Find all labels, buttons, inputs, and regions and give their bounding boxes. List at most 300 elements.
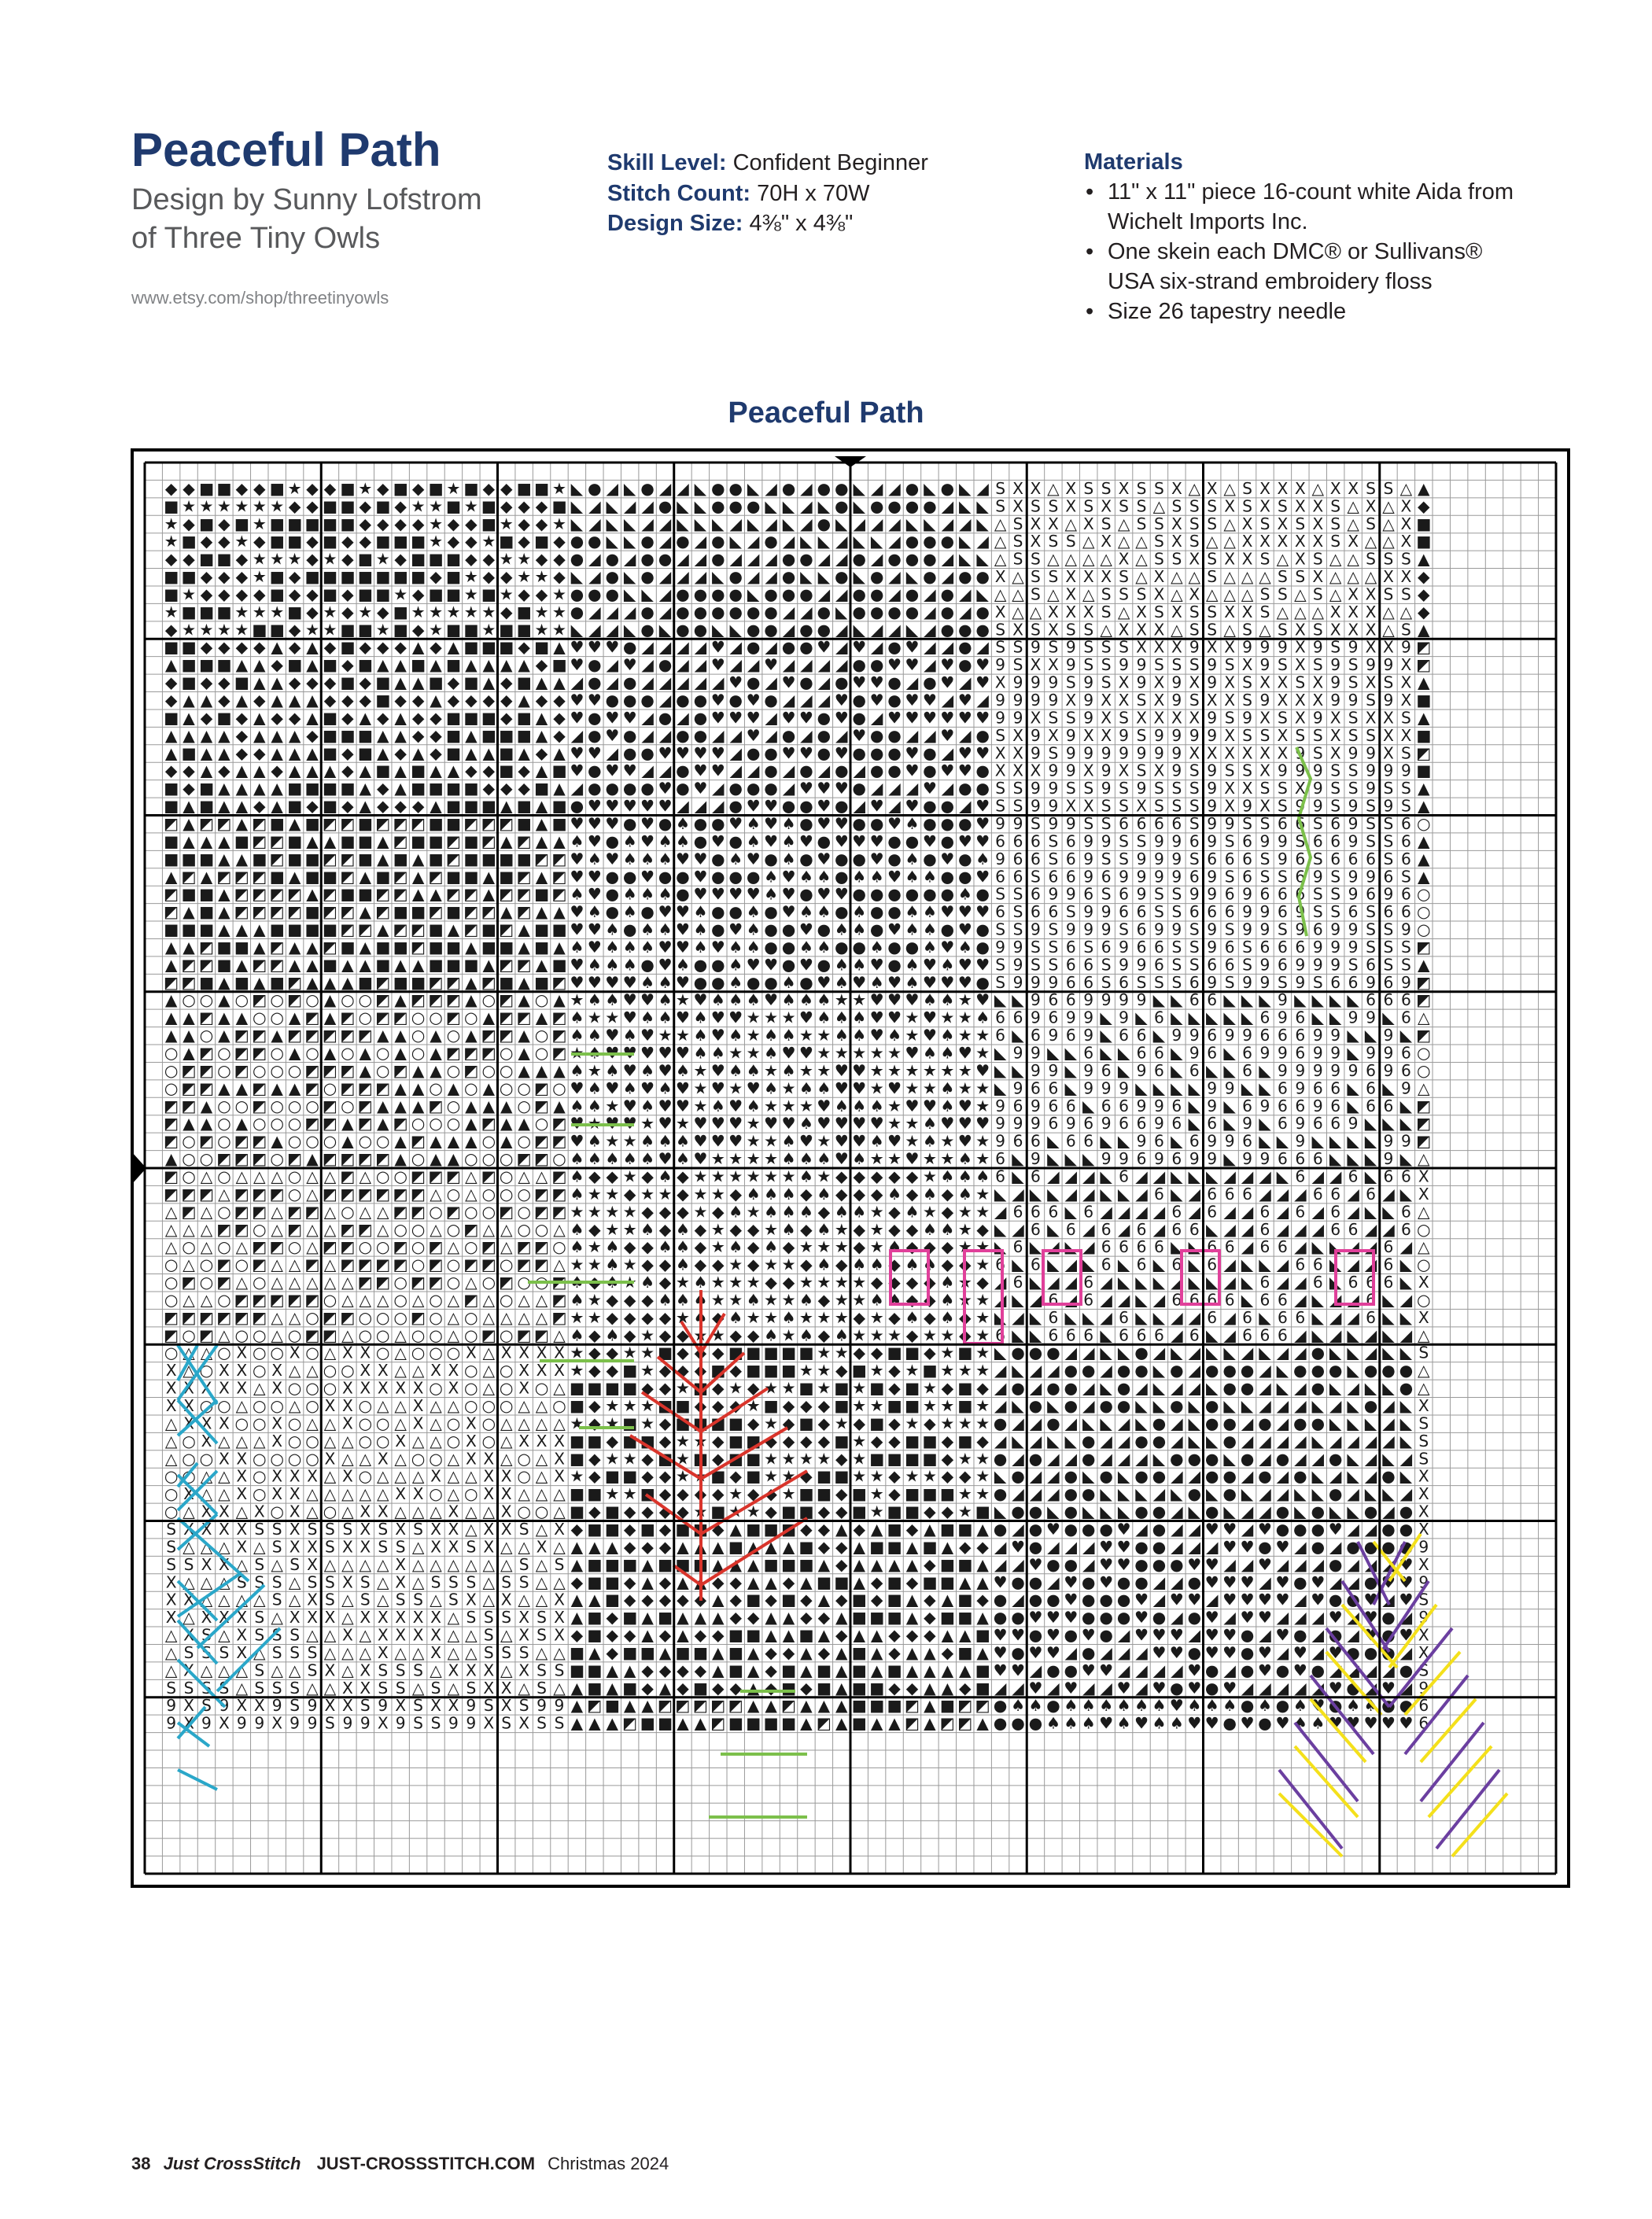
chart-cell-symbol: ▲ [942, 1679, 954, 1697]
chart-cell-symbol: ◆ [783, 1643, 795, 1662]
chart-cell-symbol: ● [941, 831, 955, 850]
chart-cell-symbol: ◢ [588, 620, 601, 639]
chart-cell-symbol: △ [536, 1290, 548, 1309]
chart-cell-symbol: ▲ [729, 1555, 742, 1574]
chart-cell-symbol: ◩ [411, 1273, 426, 1292]
chart-cell-symbol: 6 [1031, 850, 1041, 868]
chart-cell-symbol: ○ [464, 1308, 478, 1327]
chart-cell-symbol: ♠ [781, 1132, 795, 1151]
chart-cell-symbol: ♠ [764, 1185, 778, 1203]
chart-cell-symbol: ♠ [940, 1026, 954, 1045]
chart-cell-symbol: ♠ [817, 1255, 831, 1274]
chart-cell-symbol: ■ [446, 708, 461, 727]
chart-cell-symbol: △ [201, 1344, 213, 1362]
chart-cell-symbol: S [466, 1537, 476, 1556]
chart-cell-symbol: 9 [1119, 743, 1129, 762]
chart-cell-symbol: ♥ [1222, 1626, 1237, 1645]
chart-cell-symbol: △ [289, 1591, 301, 1609]
chart-cell-symbol: 9 [1137, 1132, 1147, 1151]
chart-cell-symbol: ▲ [959, 1572, 972, 1591]
chart-cell-symbol: ♠ [781, 831, 795, 850]
chart-cell-symbol: S [1189, 603, 1200, 621]
chart-cell-symbol: 6 [1048, 1097, 1058, 1115]
chart-cell-symbol: ◢ [924, 584, 936, 603]
chart-cell-symbol: ● [676, 620, 690, 639]
chart-cell-symbol: △ [553, 1484, 566, 1503]
chart-cell-symbol: ♥ [764, 1114, 778, 1133]
chart-cell-symbol: ○ [500, 1044, 514, 1063]
chart-cell-symbol: 6 [1101, 1097, 1112, 1115]
chart-cell-symbol: ● [676, 584, 690, 603]
chart-cell-symbol: △ [1329, 584, 1342, 603]
chart-cell-symbol: ◢ [818, 761, 831, 780]
chart-cell-symbol: ■ [270, 620, 285, 639]
chart-cell-symbol: 9 [1260, 831, 1270, 850]
chart-cell-symbol: ◆ [500, 567, 513, 586]
chart-cell-symbol: 6 [995, 1325, 1005, 1344]
chart-cell-symbol: ▲ [571, 1608, 584, 1627]
chart-cell-symbol: ◣ [924, 514, 936, 533]
chart-cell-symbol: ◣ [1311, 1432, 1324, 1450]
chart-cell-symbol: ▲ [465, 973, 478, 992]
chart-cell-symbol: 9 [1154, 1149, 1164, 1168]
chart-cell-symbol: ★ [323, 620, 337, 639]
chart-cell-symbol: ○ [235, 990, 249, 1009]
chart-cell-symbol: ★ [323, 603, 337, 621]
chart-cell-symbol: ◢ [1012, 1220, 1024, 1239]
chart-cell-symbol: △ [1347, 514, 1359, 533]
chart-cell-symbol: ◢ [1347, 1555, 1359, 1574]
chart-cell-symbol: ◩ [287, 885, 302, 904]
chart-cell-symbol: X [325, 1608, 336, 1627]
chart-cell-symbol: ◆ [377, 479, 389, 498]
chart-cell-symbol: ■ [517, 620, 532, 639]
chart-cell-symbol: ◢ [871, 479, 883, 498]
chart-cell-symbol: ◆ [606, 1643, 618, 1662]
chart-cell-symbol: ◢ [818, 673, 831, 692]
chart-cell-symbol: 6 [1101, 1237, 1112, 1256]
chart-cell-symbol: ◆ [465, 761, 478, 780]
chart-cell-symbol: ◆ [712, 1202, 725, 1221]
chart-cell-symbol: ◩ [287, 1290, 302, 1309]
chart-cell-symbol: S [1137, 973, 1147, 992]
chart-cell-symbol: X [289, 1502, 301, 1521]
chart-cell-symbol: ● [941, 603, 955, 621]
chart-cell-symbol: ◆ [201, 567, 213, 586]
chart-cell-symbol: X [1400, 726, 1411, 745]
chart-cell-symbol: 6 [1295, 1255, 1305, 1274]
chart-cell-symbol: ◩ [304, 1061, 319, 1080]
chart-cell-symbol: ★ [253, 567, 267, 586]
chart-cell-symbol: ◆ [888, 1467, 901, 1486]
chart-cell-symbol: X [995, 603, 1006, 621]
chart-cell-symbol: 9 [1171, 850, 1182, 868]
chart-cell-symbol: S [431, 1572, 441, 1591]
chart-cell-symbol: ▲ [695, 1608, 707, 1627]
chart-cell-symbol: ♠ [747, 831, 761, 850]
chart-cell-symbol: ○ [359, 1396, 373, 1415]
chart-cell-symbol: ♥ [605, 638, 619, 657]
chart-cell-symbol: ● [852, 885, 866, 904]
chart-cell-symbol: ♥ [817, 797, 831, 816]
chart-cell-symbol: X [271, 1467, 282, 1486]
chart-cell-symbol: 9 [1348, 743, 1359, 762]
chart-cell-symbol: 6 [1330, 831, 1340, 850]
chart-cell-symbol: 9 [1348, 797, 1359, 816]
chart-cell-symbol: ★ [728, 1502, 743, 1521]
chart-cell-symbol: X [1418, 1626, 1429, 1645]
chart-cell-symbol: ■ [869, 1679, 884, 1697]
chart-cell-symbol: ▲ [412, 743, 425, 762]
chart-cell-symbol: ◆ [888, 1255, 901, 1274]
chart-cell-symbol: ○ [341, 990, 355, 1009]
chart-cell-symbol: ♥ [958, 743, 972, 762]
chart-cell-symbol: ♠ [905, 850, 919, 868]
chart-cell-symbol: ◩ [517, 885, 532, 904]
chart-cell-symbol: ★ [975, 1414, 990, 1432]
chart-cell-symbol: X [201, 1520, 212, 1539]
chart-cell-symbol: 9 [1260, 973, 1270, 992]
chart-cell-symbol: S [378, 1661, 388, 1679]
chart-cell-symbol: ◢ [1153, 1220, 1166, 1239]
chart-cell-symbol: △ [1065, 514, 1078, 533]
chart-cell-symbol: 6 [1171, 814, 1182, 833]
chart-cell-symbol: ♠ [764, 867, 778, 886]
chart-cell-symbol: △ [341, 1290, 354, 1309]
chart-cell-symbol: ◩ [304, 1290, 319, 1309]
chart-cell-symbol: S [1154, 479, 1164, 498]
chart-cell-symbol: △ [1382, 532, 1395, 551]
chart-cell-symbol: ● [1170, 1679, 1184, 1697]
chart-cell-symbol: ♥ [1222, 1572, 1237, 1591]
chart-cell-symbol: S [1048, 920, 1058, 939]
chart-cell-symbol: ○ [429, 1008, 443, 1027]
chart-cell-symbol: ◢ [1082, 1379, 1095, 1398]
chart-cell-symbol: △ [500, 1220, 513, 1239]
chart-cell-symbol: ◆ [783, 1572, 795, 1591]
chart-cell-symbol: ♥ [940, 673, 954, 692]
chart-cell-symbol: ◩ [340, 1149, 355, 1168]
chart-cell-symbol: ◆ [729, 1467, 742, 1486]
chart-cell-symbol: X [1348, 620, 1359, 639]
chart-cell-symbol: ■ [940, 1555, 955, 1574]
chart-cell-symbol: ♥ [958, 691, 972, 710]
chart-cell-symbol: S [308, 1572, 318, 1591]
chart-cell-symbol: ▲ [536, 726, 548, 745]
chart-cell-symbol: X [1189, 550, 1200, 569]
chart-cell-symbol: ● [1399, 1520, 1414, 1539]
chart-cell-symbol: X [1295, 479, 1306, 498]
chart-cell-symbol: ● [711, 496, 725, 515]
chart-cell-symbol: △ [324, 1273, 337, 1292]
chart-cell-symbol: ◢ [1012, 1308, 1024, 1327]
chart-cell-symbol: ◢ [1294, 1449, 1307, 1468]
chart-cell-symbol: ● [887, 673, 902, 692]
chart-cell-symbol: ♥ [923, 779, 937, 798]
chart-cell-symbol: ■ [234, 673, 249, 692]
chart-cell-symbol: △ [218, 1185, 230, 1203]
chart-cell-symbol: ★ [764, 1467, 778, 1486]
chart-cell-symbol: S [1295, 567, 1305, 586]
chart-cell-symbol: 9 [1384, 1061, 1394, 1080]
chart-cell-symbol: ♠ [640, 973, 655, 992]
chart-cell-symbol: ● [694, 603, 708, 621]
chart-cell-symbol: ◢ [976, 638, 989, 657]
chart-cell-symbol: ◩ [534, 1097, 549, 1115]
chart-cell-symbol: ◩ [551, 1167, 566, 1185]
chart-cell-symbol: ● [1364, 1502, 1378, 1521]
chart-cell-symbol: ● [1152, 1608, 1167, 1627]
chart-cell-symbol: X [448, 1379, 459, 1398]
chart-cell-symbol: S [325, 1520, 335, 1539]
chart-cell-symbol: ◆ [677, 1484, 689, 1503]
chart-cell-symbol: ◢ [729, 655, 742, 674]
chart-cell-symbol: ● [923, 673, 937, 692]
chart-cell-symbol: ● [1187, 1484, 1201, 1503]
chart-cell-symbol: ● [711, 902, 725, 921]
chart-cell-symbol: △ [412, 1572, 425, 1591]
chart-cell-symbol: X [1189, 673, 1200, 692]
designer-url[interactable]: www.etsy.com/shop/threetinyowls [131, 288, 389, 308]
chart-cell-symbol: ★ [605, 1008, 619, 1027]
chart-cell-symbol: ■ [975, 1626, 990, 1645]
chart-cell-symbol: ▲ [218, 850, 230, 868]
chart-cell-symbol: ○ [288, 1061, 302, 1080]
chart-cell-symbol: ▲ [218, 973, 230, 992]
chart-cell-symbol: ■ [570, 1432, 584, 1450]
chart-cell-symbol: X [166, 1361, 177, 1380]
chart-cell-symbol: ◢ [800, 726, 813, 745]
chart-cell-symbol: ○ [359, 1325, 373, 1344]
chart-cell-symbol: ♠ [693, 1044, 707, 1063]
chart-cell-symbol: ● [1293, 1361, 1307, 1380]
chart-cell-symbol: △ [1400, 479, 1413, 498]
chart-cell-symbol: ♥ [799, 920, 813, 939]
chart-cell-symbol: 6 [1348, 973, 1359, 992]
chart-cell-symbol: ■ [905, 1484, 920, 1503]
chart-cell-symbol: ◣ [994, 1344, 1007, 1362]
chart-cell-symbol: ♥ [570, 902, 584, 921]
chart-cell-symbol: 9 [1207, 726, 1217, 745]
chart-cell-symbol: △ [1294, 603, 1307, 621]
chart-cell-symbol: X [1031, 532, 1042, 551]
chart-cell-symbol: ♥ [1064, 1679, 1078, 1697]
materials-list [1084, 178, 1525, 327]
chart-cell-symbol: ◩ [411, 1167, 426, 1185]
chart-cell-symbol: ● [764, 532, 778, 551]
chart-cell-symbol: ■ [304, 567, 319, 586]
chart-cell-symbol: ♠ [817, 902, 831, 921]
chart-cell-symbol: ○ [517, 1202, 531, 1221]
chart-cell-symbol: ● [852, 584, 866, 603]
chart-cell-symbol: ◣ [1294, 1484, 1307, 1503]
chart-cell-symbol: 9 [1401, 1132, 1411, 1151]
chart-cell-symbol: S [1013, 514, 1023, 533]
chart-cell-symbol: ◢ [1311, 1202, 1324, 1221]
chart-cell-symbol: ◩ [534, 1078, 549, 1097]
chart-cell-symbol: X [201, 1608, 212, 1627]
chart-cell-symbol: S [1366, 814, 1376, 833]
chart-cell-symbol: 9 [1260, 920, 1270, 939]
chart-cell-symbol: ● [835, 938, 849, 957]
chart-cell-symbol: ▲ [641, 1572, 654, 1591]
chart-cell-symbol: ▲ [430, 1132, 442, 1151]
chart-cell-symbol: ▲ [924, 1661, 936, 1679]
chart-cell-symbol: ○ [323, 1379, 337, 1398]
chart-cell-symbol: ♥ [1187, 1661, 1201, 1679]
chart-cell-symbol: ■ [781, 1361, 796, 1380]
chart-cell-symbol: ♥ [799, 1132, 813, 1151]
chart-cell-symbol: ■ [358, 620, 373, 639]
chart-cell-symbol: S [1066, 532, 1076, 551]
chart-cell-symbol: 6 [1278, 1078, 1288, 1097]
chart-cell-symbol: ▲ [818, 1591, 831, 1609]
chart-cell-symbol: ▲ [465, 726, 478, 745]
chart-cell-symbol: 6 [1083, 973, 1093, 992]
chart-cell-symbol: ★ [517, 567, 531, 586]
chart-cell-symbol: △ [448, 1643, 460, 1662]
chart-cell-symbol: ♠ [676, 1290, 690, 1309]
chart-cell-symbol: ○ [253, 1414, 267, 1432]
chart-cell-symbol: ○ [341, 1097, 355, 1115]
chart-cell-symbol: △ [430, 1432, 442, 1450]
chart-cell-symbol: X [1136, 638, 1147, 657]
chart-cell-symbol: ◣ [1118, 1255, 1130, 1274]
chart-cell-symbol: ▲ [271, 638, 283, 657]
chart-cell-symbol: 6 [1189, 1325, 1200, 1344]
chart-cell-symbol: ◩ [199, 1008, 214, 1027]
chart-cell-symbol: 9 [1171, 1026, 1182, 1045]
chart-cell-symbol: ◣ [959, 496, 972, 515]
chart-cell-symbol: ▲ [800, 1572, 813, 1591]
chart-cell-symbol: ▲ [712, 1643, 725, 1662]
chart-cell-symbol: X [1136, 620, 1147, 639]
chart-cell-symbol: ◢ [1329, 1290, 1342, 1309]
chart-cell-symbol: ▲ [430, 655, 442, 674]
chart-cell-symbol: ● [1117, 1591, 1131, 1609]
chart-cell-symbol: ♥ [1205, 1643, 1219, 1662]
chart-cell-symbol: ■ [481, 496, 496, 515]
chart-cell-symbol: ◆ [695, 1626, 707, 1645]
chart-cell-symbol: ▲ [465, 938, 478, 957]
chart-cell-symbol: ○ [429, 1379, 443, 1398]
chart-cell-symbol: ◆ [218, 514, 230, 533]
chart-cell-symbol: ● [728, 779, 743, 798]
chart-cell-symbol: ■ [887, 1608, 902, 1627]
chart-cell-symbol: ◢ [659, 584, 672, 603]
chart-cell-symbol: ◢ [924, 638, 936, 657]
chart-cell-symbol: ● [870, 655, 884, 674]
chart-cell-symbol: ◣ [976, 584, 989, 603]
chart-cell-symbol: △ [483, 1290, 496, 1309]
chart-cell-symbol: ♥ [640, 1078, 655, 1097]
chart-cell-symbol: ◢ [1294, 1220, 1307, 1239]
chart-cell-symbol: ★ [958, 1273, 972, 1292]
chart-cell-symbol: X [1012, 726, 1023, 745]
chart-cell-symbol: ● [1187, 1608, 1201, 1627]
chart-cell-symbol: S [254, 1555, 264, 1574]
chart-cell-symbol: ● [711, 850, 725, 868]
chart-cell-symbol: ◢ [1100, 1643, 1112, 1662]
chart-cell-symbol: X [307, 1467, 318, 1486]
chart-cell-symbol: ■ [781, 1661, 796, 1679]
chart-cell-symbol: △ [518, 1290, 530, 1309]
chart-cell-symbol: ◣ [1259, 1132, 1271, 1151]
chart-cell-symbol: ◆ [835, 1361, 848, 1380]
chart-cell-symbol: △ [271, 1308, 283, 1327]
chart-cell-symbol: ● [887, 691, 902, 710]
chart-cell-symbol: ▲ [271, 1132, 283, 1151]
chart-cell-symbol: ● [1170, 1361, 1184, 1380]
chart-cell-symbol: 6 [1066, 867, 1076, 886]
chart-cell-symbol: ■ [764, 1361, 779, 1380]
chart-cell-symbol: ◣ [1065, 1432, 1078, 1450]
chart-cell-symbol: 9 [1384, 1044, 1394, 1063]
chart-cell-symbol: △ [360, 1484, 372, 1503]
chart-cell-symbol: △ [1012, 567, 1024, 586]
chart-cell-symbol: ▲ [976, 1572, 989, 1591]
chart-cell-symbol: ◆ [871, 1167, 883, 1185]
chart-cell-symbol: S [1031, 496, 1041, 515]
chart-cell-symbol: ○ [447, 1026, 461, 1045]
chart-cell-symbol: ★ [164, 514, 179, 533]
chart-cell-symbol: ◢ [1118, 1220, 1130, 1239]
chart-cell-symbol: ★ [958, 1202, 972, 1221]
chart-cell-symbol: ○ [500, 1361, 514, 1380]
chart-cell-symbol: △ [1153, 496, 1166, 515]
chart-cell-symbol: ◆ [695, 1396, 707, 1415]
chart-cell-symbol: ◣ [1135, 1078, 1148, 1097]
chart-cell-symbol: ◣ [1311, 1290, 1324, 1309]
chart-cell-symbol: ▲ [183, 1008, 195, 1027]
chart-cell-symbol: ♠ [640, 920, 655, 939]
chart-cell-symbol: S [1348, 761, 1359, 780]
chart-cell-symbol: ♥ [1275, 1626, 1289, 1645]
chart-cell-symbol: △ [253, 1379, 266, 1398]
chart-cell-symbol: ◣ [1382, 1344, 1395, 1362]
chart-cell-symbol: ■ [164, 708, 179, 727]
chart-cell-symbol: △ [341, 1449, 354, 1468]
chart-cell-symbol: ◆ [712, 1308, 725, 1327]
chart-cell-symbol: ◆ [783, 1432, 795, 1450]
chart-cell-symbol: ♥ [570, 850, 584, 868]
chart-cell-symbol: ♥ [835, 1132, 849, 1151]
chart-cell-symbol: ▲ [201, 726, 213, 745]
chart-cell-symbol: ◢ [641, 761, 654, 780]
chart-cell-symbol: 6 [1189, 902, 1200, 921]
chart-cell-symbol: S [1278, 779, 1288, 798]
chart-cell-symbol: ★ [940, 1325, 954, 1344]
chart-cell-symbol: ◢ [1329, 1167, 1342, 1185]
chart-cell-symbol: ♥ [975, 1114, 990, 1133]
chart-cell-symbol: ♠ [640, 1061, 655, 1080]
chart-cell-symbol: ♥ [640, 1026, 655, 1045]
chart-cell-symbol: ◩ [1416, 743, 1431, 762]
chart-cell-symbol: ○ [517, 1078, 531, 1097]
chart-cell-symbol: ◆ [818, 1643, 831, 1662]
chart-cell-symbol: ◩ [216, 1255, 231, 1274]
chart-cell-symbol: ★ [817, 1361, 831, 1380]
chart-cell-symbol: ◩ [340, 814, 355, 833]
chart-cell-symbol: ★ [640, 1396, 655, 1415]
chart-cell-symbol: S [1348, 708, 1359, 727]
chart-cell-symbol: ◆ [341, 655, 354, 674]
chart-cell-symbol: ◩ [481, 1044, 496, 1063]
chart-cell-symbol: 9 [1242, 885, 1252, 904]
chart-cell-symbol: S [1225, 867, 1235, 886]
chart-cell-symbol: ● [887, 902, 902, 921]
chart-cell-symbol: ● [852, 814, 866, 833]
